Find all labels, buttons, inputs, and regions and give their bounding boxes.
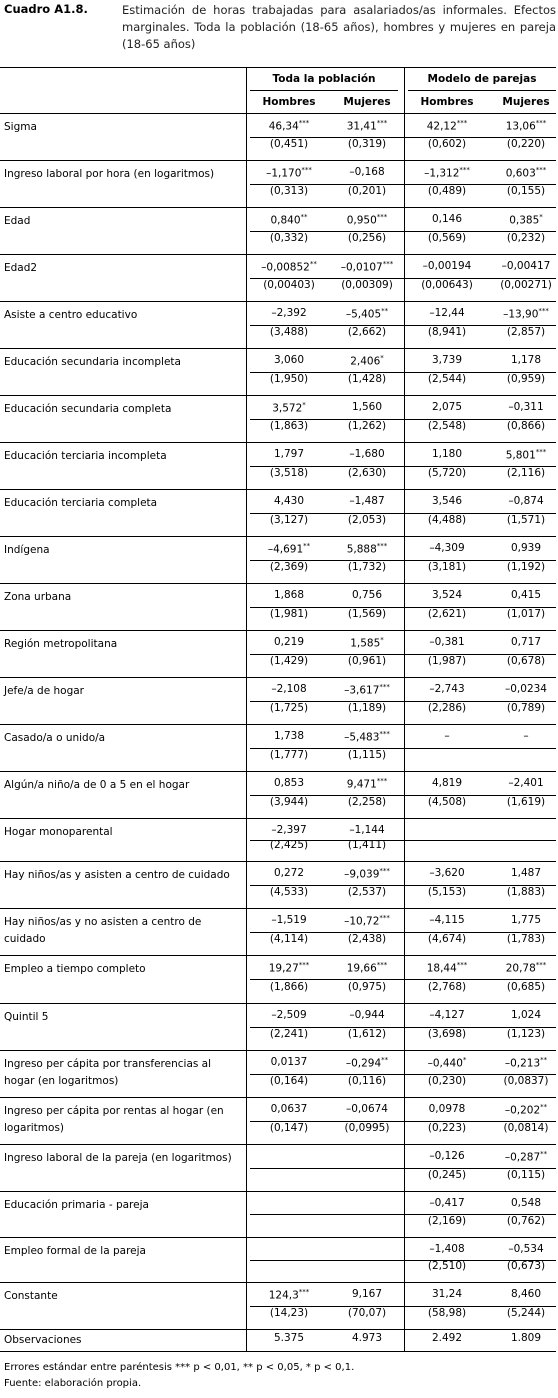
row-label: Casado/a o unido/a	[4, 732, 106, 744]
notes-errors: Errores estándar entre paréntesis *** p < 0,01, ** p < 0,05, * p < 0,1.	[4, 1362, 355, 1373]
se-cell: (2,510)	[427, 1260, 467, 1272]
coef-cell: –0,944	[349, 1009, 385, 1021]
table-row	[0, 908, 556, 955]
se-cell: (5,244)	[506, 1307, 546, 1319]
coef-cell: –0,0674	[346, 1103, 388, 1115]
row-label: Zona urbana	[4, 591, 72, 603]
table-row	[0, 1237, 556, 1282]
se-cell: (0,319)	[347, 138, 387, 150]
coef-cell: –0,0234	[505, 683, 547, 695]
se-cell: (2,438)	[347, 933, 387, 945]
table-row	[0, 955, 556, 1003]
se-cell: (0,230)	[427, 1075, 467, 1087]
table-row	[0, 395, 556, 442]
coef-cell: –5,405**	[345, 307, 389, 321]
row-label: Hogar monoparental	[4, 826, 113, 838]
coef-cell: 0,415	[510, 589, 542, 601]
coef-cell: 124,3***	[268, 1288, 310, 1302]
coef-cell: –0,00852**	[261, 260, 317, 274]
coef-cell: –1,408	[429, 1243, 465, 1255]
se-cell: (1,981)	[269, 608, 309, 620]
se-cell: (0,232)	[506, 232, 546, 244]
column-divider	[404, 67, 405, 1351]
se-cell: (2,258)	[347, 796, 387, 808]
row-inner-rule	[250, 1074, 556, 1075]
coef-cell: 0,950***	[346, 213, 388, 227]
coef-cell: 3,060	[273, 354, 305, 366]
coef-cell: –0,00194	[422, 260, 472, 272]
se-cell: (3,127)	[269, 514, 309, 526]
coef-cell: –4,309	[429, 542, 465, 554]
se-cell: (0,866)	[506, 420, 546, 432]
table-header	[4, 2, 556, 58]
se-cell: (1,883)	[506, 886, 546, 898]
observations-row	[0, 1329, 556, 1351]
coef-cell: –2,397	[271, 824, 307, 836]
coef-cell: –2,401	[508, 777, 544, 789]
coef-cell: –10,72***	[344, 914, 390, 928]
coef-cell: –0,440*	[427, 1056, 467, 1070]
row-label: Constante	[4, 1290, 58, 1302]
se-cell: (0,147)	[269, 1122, 309, 1134]
row-label: Empleo a tiempo completo	[4, 963, 146, 975]
se-cell: (1,262)	[347, 420, 387, 432]
coef-cell: 4,819	[431, 777, 463, 789]
se-cell: (1,123)	[506, 1028, 546, 1040]
se-cell: (0,0814)	[503, 1122, 549, 1134]
coef-cell: 0,219	[273, 636, 305, 648]
row-label: Región metropolitana	[4, 638, 118, 650]
se-cell: (0,961)	[347, 655, 387, 667]
coef-cell: –0,311	[508, 401, 544, 413]
table-row	[0, 583, 556, 630]
row-inner-rule	[250, 419, 556, 420]
row-label: Edad	[4, 215, 31, 227]
table-row	[0, 536, 556, 583]
coef-cell: –1,680	[349, 448, 385, 460]
table-row	[0, 861, 556, 908]
observations-cell: 2.492	[431, 1332, 463, 1344]
coef-cell: 31,24	[431, 1288, 463, 1300]
se-cell: (0,332)	[269, 232, 309, 244]
se-cell: (0,602)	[427, 138, 467, 150]
se-cell: (1,863)	[269, 420, 309, 432]
table-row	[0, 1282, 556, 1329]
coef-cell: 1,775	[510, 914, 542, 926]
coef-cell: –	[523, 730, 529, 742]
coef-cell: –2,108	[271, 683, 307, 695]
observations-cell: 5.375	[273, 1332, 305, 1344]
se-cell: (0,0995)	[344, 1122, 390, 1134]
se-cell: (2,053)	[347, 514, 387, 526]
row-label: Ingreso per cápita por rentas al hogar (en logaritmos)	[4, 1105, 224, 1134]
row-inner-rule	[250, 607, 556, 608]
row-label: Jefe/a de hogar	[4, 685, 84, 697]
se-cell: (5,720)	[427, 467, 467, 479]
se-cell: (1,987)	[427, 655, 467, 667]
row-inner-rule	[250, 840, 556, 841]
coef-cell: –3,617***	[344, 683, 390, 697]
coef-cell: 0,146	[431, 213, 463, 225]
se-cell: (1,777)	[269, 749, 309, 761]
coef-cell: –1,144	[349, 824, 385, 836]
table-notes	[4, 1360, 354, 1392]
column-divider	[246, 67, 247, 1351]
se-cell: (2,630)	[347, 467, 387, 479]
se-cell: (4,533)	[269, 886, 309, 898]
se-cell: (2,369)	[269, 561, 309, 573]
se-cell: (0,00403)	[263, 279, 315, 291]
se-cell: (2,425)	[269, 839, 309, 851]
coef-cell: –2,743	[429, 683, 465, 695]
se-cell: (5,153)	[427, 886, 467, 898]
coef-cell: 3,739	[431, 354, 463, 366]
se-cell: (3,944)	[269, 796, 309, 808]
coef-cell: 0,548	[510, 1197, 542, 1209]
se-cell: (1,571)	[506, 514, 546, 526]
group-toda-poblacion: Toda la población	[272, 73, 376, 85]
se-cell: (0,789)	[506, 702, 546, 714]
coef-cell: –0,874	[508, 495, 544, 507]
se-cell: (0,569)	[427, 232, 467, 244]
se-cell: (2,544)	[427, 373, 467, 385]
se-cell: (2,286)	[427, 702, 467, 714]
table-number: Cuadro A1.8.	[4, 2, 88, 16]
se-cell: (4,674)	[427, 933, 467, 945]
col-header-mujeres-2: Mujeres	[502, 96, 550, 108]
coef-cell: –0,287**	[504, 1150, 548, 1164]
se-cell: (2,857)	[506, 326, 546, 338]
coef-cell: –2,392	[271, 307, 307, 319]
row-label: Educación secundaria completa	[4, 403, 172, 415]
se-cell: (2,537)	[347, 886, 387, 898]
se-cell: (0,155)	[506, 185, 546, 197]
row-label: Educación secundaria incompleta	[4, 356, 181, 368]
coef-cell: 1,585*	[350, 636, 384, 650]
table-row	[0, 160, 556, 207]
row-label: Educación terciaria completa	[4, 497, 158, 509]
coef-cell: –3,620	[429, 867, 465, 879]
table-row	[0, 442, 556, 489]
coef-cell: 0,603***	[505, 166, 547, 180]
se-cell: (2,662)	[347, 326, 387, 338]
se-cell: (14,23)	[269, 1307, 309, 1319]
col-header-hombres-1: Hombres	[262, 96, 316, 108]
coef-cell: 0,0978	[428, 1103, 466, 1115]
coef-cell: 0,853	[273, 777, 305, 789]
se-cell: (1,612)	[347, 1028, 387, 1040]
se-cell: (0,116)	[347, 1075, 387, 1087]
coef-cell: 19,66***	[346, 961, 388, 975]
row-inner-rule	[250, 795, 556, 796]
coef-cell: 1,024	[510, 1009, 542, 1021]
se-cell: (3,488)	[269, 326, 309, 338]
table-row	[0, 1191, 556, 1237]
se-cell: (4,488)	[427, 514, 467, 526]
row-label: Ingreso per cápita por transferencias al hogar (en logaritmos)	[4, 1058, 212, 1087]
row-inner-rule	[250, 654, 556, 655]
se-cell: (58,98)	[427, 1307, 467, 1319]
se-cell: (1,725)	[269, 702, 309, 714]
se-cell: (2,548)	[427, 420, 467, 432]
coef-cell: 0,717	[510, 636, 542, 648]
coef-cell: –0,0107***	[340, 260, 394, 274]
coef-cell: 1,560	[351, 401, 383, 413]
coef-cell: 42,12***	[426, 119, 468, 133]
group-rule-1	[250, 90, 398, 91]
se-cell: (2,768)	[427, 981, 467, 993]
row-inner-rule	[250, 885, 556, 886]
coef-cell: 1,797	[273, 448, 305, 460]
se-cell: (1,115)	[347, 749, 387, 761]
row-label: Empleo formal de la pareja	[4, 1245, 146, 1257]
coef-cell: –0,381	[429, 636, 465, 648]
coef-cell: –9,039***	[344, 867, 390, 881]
row-inner-rule	[250, 560, 556, 561]
observations-label: Observaciones	[4, 1334, 82, 1346]
row-inner-rule	[250, 466, 556, 467]
se-cell: (70,07)	[347, 1307, 387, 1319]
se-cell: (1,866)	[269, 981, 309, 993]
coef-cell: 13,06***	[505, 119, 547, 133]
table-row	[0, 724, 556, 771]
table-row	[0, 489, 556, 536]
se-cell: (2,169)	[427, 1215, 467, 1227]
coef-cell: 0,0137	[270, 1056, 308, 1068]
table-row	[0, 1050, 556, 1097]
coef-cell: –0,534	[508, 1243, 544, 1255]
coef-cell: 3,572*	[272, 401, 306, 415]
coef-cell: –4,115	[429, 914, 465, 926]
coef-cell: 1,487	[510, 867, 542, 879]
row-inner-rule	[250, 1306, 556, 1307]
se-cell: (1,192)	[506, 561, 546, 573]
se-cell: (1,189)	[347, 702, 387, 714]
se-cell: (0,164)	[269, 1075, 309, 1087]
se-cell: (0,451)	[269, 138, 309, 150]
coef-cell: –0,294**	[345, 1056, 389, 1070]
se-cell: (0,220)	[506, 138, 546, 150]
se-cell: (0,223)	[427, 1122, 467, 1134]
row-label: Ingreso laboral por hora (en logaritmos)	[4, 168, 215, 180]
row-inner-rule	[250, 137, 556, 138]
coef-cell: 5,888***	[346, 542, 388, 556]
coef-cell: –1,312***	[424, 166, 470, 180]
row-inner-rule	[250, 748, 556, 749]
coef-cell: 4,430	[273, 495, 305, 507]
row-inner-rule	[250, 932, 556, 933]
se-cell: (4,508)	[427, 796, 467, 808]
top-rule	[0, 67, 556, 68]
se-cell: (1,783)	[506, 933, 546, 945]
coef-cell: 3,524	[431, 589, 463, 601]
coef-cell: –0,168	[349, 166, 385, 178]
coef-cell: 1,738	[273, 730, 305, 742]
se-cell: (1,411)	[347, 839, 387, 851]
se-cell: (1,619)	[506, 796, 546, 808]
row-inner-rule	[250, 1168, 556, 1169]
coef-cell: –4,127	[429, 1009, 465, 1021]
group-rule-2	[408, 90, 556, 91]
se-cell: (4,114)	[269, 933, 309, 945]
coef-cell: –0,213**	[504, 1056, 548, 1070]
se-cell: (0,115)	[506, 1169, 546, 1181]
table-row	[0, 301, 556, 348]
se-cell: (0,00643)	[421, 279, 473, 291]
bottom-rule	[0, 1351, 556, 1352]
se-cell: (1,428)	[347, 373, 387, 385]
coef-cell: –13,90***	[503, 307, 549, 321]
se-cell: (0,975)	[347, 981, 387, 993]
row-inner-rule	[250, 231, 556, 232]
se-cell: (0,762)	[506, 1215, 546, 1227]
coef-cell: 31,41***	[346, 119, 388, 133]
table-row	[0, 818, 556, 861]
se-cell: (1,732)	[347, 561, 387, 573]
table-row	[0, 1003, 556, 1050]
se-cell: (1,429)	[269, 655, 309, 667]
se-cell: (3,181)	[427, 561, 467, 573]
row-label: Algún/a niño/a de 0 a 5 en el hogar	[4, 779, 190, 791]
se-cell: (1,950)	[269, 373, 309, 385]
coef-cell: 18,44***	[426, 961, 468, 975]
row-label: Sigma	[4, 121, 37, 133]
coef-cell: 5,801***	[505, 448, 547, 462]
observations-cell: 4.973	[351, 1332, 383, 1344]
coef-cell: –0,00417	[501, 260, 551, 272]
row-label: Educación primaria - pareja	[4, 1199, 149, 1211]
coef-cell: 0,0637	[270, 1103, 308, 1115]
se-cell: (0,256)	[347, 232, 387, 244]
row-label: Ingreso laboral de la pareja (en logaritmos)	[4, 1152, 232, 1164]
table-row	[0, 677, 556, 724]
table-row	[0, 113, 556, 160]
row-inner-rule	[250, 1260, 556, 1261]
coef-cell: 9,471***	[346, 777, 388, 791]
row-inner-rule	[250, 372, 556, 373]
coef-cell: –4,691**	[267, 542, 311, 556]
col-header-mujeres-1: Mujeres	[343, 96, 391, 108]
coef-cell: 0,840**	[270, 213, 308, 227]
coef-cell: 1,180	[431, 448, 463, 460]
se-cell: (0,685)	[506, 981, 546, 993]
row-inner-rule	[250, 1121, 556, 1122]
row-inner-rule	[250, 513, 556, 514]
coef-cell: 1,868	[273, 589, 305, 601]
se-cell: (0,673)	[506, 1260, 546, 1272]
se-cell: (0,489)	[427, 185, 467, 197]
se-cell: (0,201)	[347, 185, 387, 197]
coef-cell: –12,44	[429, 307, 465, 319]
row-inner-rule	[250, 701, 556, 702]
row-label: Hay niños/as y no asisten a centro de cuidado	[4, 916, 202, 945]
se-cell: (8,941)	[427, 326, 467, 338]
se-cell: (1,017)	[506, 608, 546, 620]
row-label: Hay niños/as y asisten a centro de cuidado	[4, 869, 230, 881]
table-row	[0, 348, 556, 395]
se-cell: (2,621)	[427, 608, 467, 620]
row-label: Asiste a centro educativo	[4, 309, 138, 321]
coef-cell: –2,509	[271, 1009, 307, 1021]
coef-cell: –0,202**	[504, 1103, 548, 1117]
table-title: Estimación de horas trabajadas para asalariados/as informales. Efectos marginales. Toda la población (18-65 años), hombres y mujeres en pareja (18-65 años)	[122, 3, 556, 51]
coef-cell: 0,939	[510, 542, 542, 554]
se-cell: (0,0837)	[503, 1075, 549, 1087]
coef-cell: 2,406*	[350, 354, 384, 368]
row-inner-rule	[250, 184, 556, 185]
coef-cell: 1,178	[510, 354, 542, 366]
row-label: Educación terciaria incompleta	[4, 450, 167, 462]
se-cell: (0,313)	[269, 185, 309, 197]
se-cell: (3,518)	[269, 467, 309, 479]
table-row	[0, 207, 556, 254]
coef-cell: –	[444, 730, 450, 742]
coef-cell: –0,417	[429, 1197, 465, 1209]
se-cell: (0,678)	[506, 655, 546, 667]
coef-cell: 0,385*	[509, 213, 543, 227]
se-cell: (0,00309)	[341, 279, 393, 291]
row-label: Indígena	[4, 544, 50, 556]
col-header-hombres-2: Hombres	[420, 96, 474, 108]
table-row	[0, 771, 556, 818]
coef-cell: 8,460	[510, 1288, 542, 1300]
se-cell: (1,569)	[347, 608, 387, 620]
table-row	[0, 1144, 556, 1191]
table-row	[0, 254, 556, 301]
row-inner-rule	[250, 979, 556, 980]
table-row	[0, 1097, 556, 1144]
coef-cell: –5,483***	[344, 730, 390, 744]
se-cell: (2,116)	[506, 467, 546, 479]
se-cell: (3,698)	[427, 1028, 467, 1040]
coef-cell: 2,075	[431, 401, 463, 413]
se-cell: (0,959)	[506, 373, 546, 385]
coef-cell: 20,78***	[505, 961, 547, 975]
coef-cell: 9,167	[351, 1288, 383, 1300]
row-inner-rule	[250, 1214, 556, 1215]
coef-cell: 0,272	[273, 867, 305, 879]
row-label: Quintil 5	[4, 1011, 49, 1023]
row-label: Edad2	[4, 262, 38, 274]
coef-cell: 0,756	[351, 589, 383, 601]
observations-cell: 1.809	[510, 1332, 542, 1344]
coef-cell: 19,27***	[268, 961, 310, 975]
group-modelo-parejas: Modelo de parejas	[427, 73, 537, 85]
coef-cell: –0,126	[429, 1150, 465, 1162]
notes-source: Fuente: elaboración propia.	[4, 1378, 142, 1389]
coef-cell: –1,519	[271, 914, 307, 926]
row-inner-rule	[250, 325, 556, 326]
se-cell: (0,00271)	[500, 279, 552, 291]
se-cell: (2,241)	[269, 1028, 309, 1040]
table-row	[0, 630, 556, 677]
coef-cell: –1,170***	[266, 166, 312, 180]
se-cell: (0,245)	[427, 1169, 467, 1181]
coef-cell: –1,487	[349, 495, 385, 507]
row-inner-rule	[250, 278, 556, 279]
row-inner-rule	[250, 1027, 556, 1028]
coef-cell: 46,34***	[268, 119, 310, 133]
coef-cell: 3,546	[431, 495, 463, 507]
